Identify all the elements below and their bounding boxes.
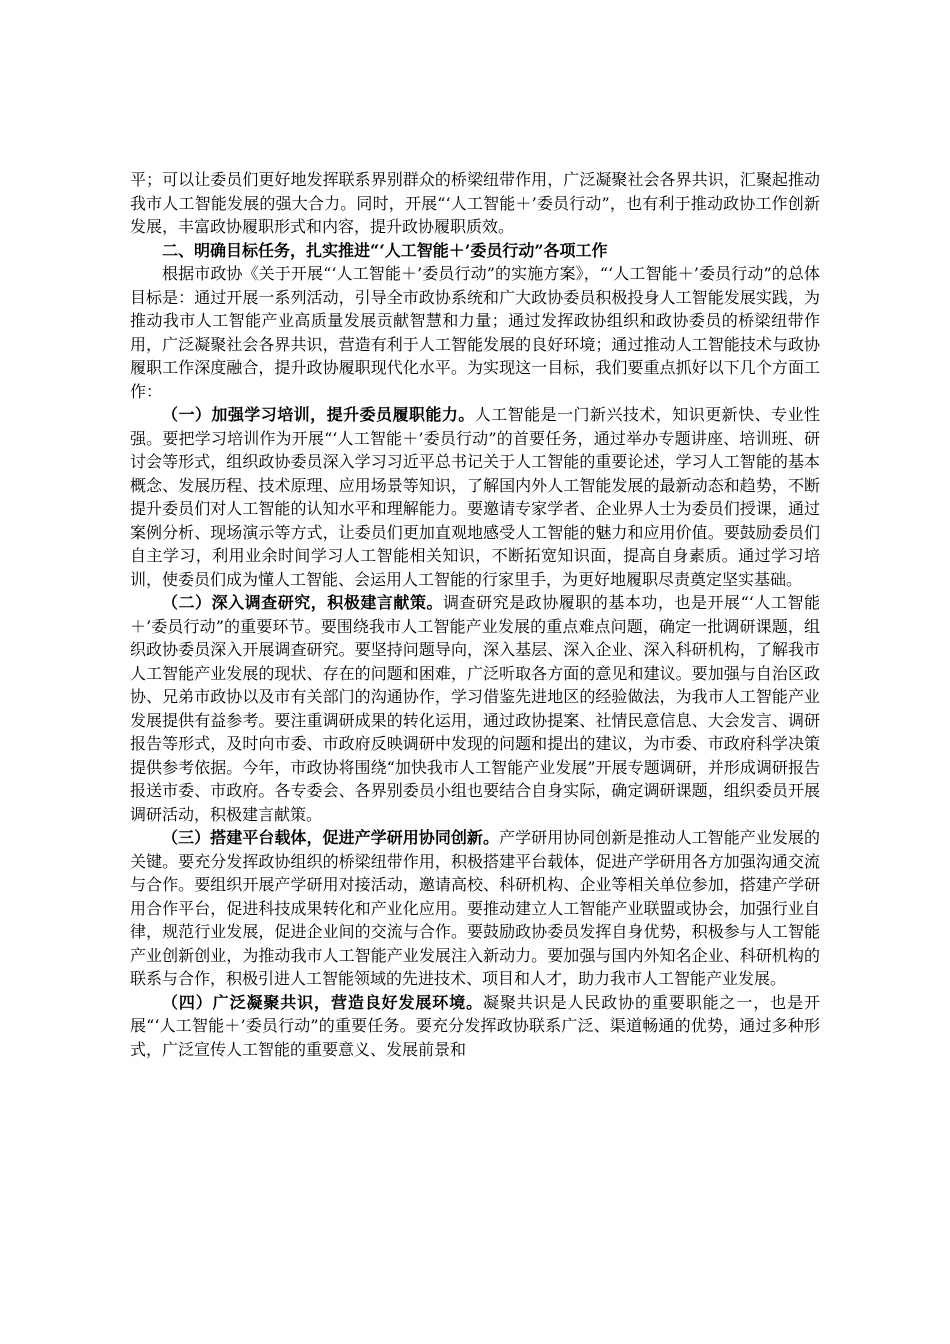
item-lead: （四）广泛凝聚共识，营造良好发展环境。: [162, 992, 483, 1012]
paragraph-goals: [130, 262, 820, 403]
paragraph-text: 调查研究是政协履职的基本功，也是开展“‘人工智能＋’委员行动”的重要环节。要围绕我市人工智能产业发展的重点难点问题，确定一批调研课题，组织政协委员深入开展调查研究。要坚持问题导向，深入基层、深入企业、深入科研机构，了解我市人工智能产业发展的现状、存在的问题和困难，广泛听取各方面的意见和建议。要加强与自治区政协、兄弟市政协以及市有关部门的沟通协作，学习借鉴先进地区的经验做法，为我市人工智能产业发展提供有益参考。要注重调研成果的转化运用，通过政协提案、社情民意信息、大会发言、调研报告等形式，及时向市委、市政府反映调研中发现的问题和提出的建议，为市委、市政府科学决策提供参考依据。今年，市政协将围绕“加快我市人工智能产业发展”开展专题调研，并形成调研报告报送市委、市政府。各专委会、各界别委员小组也要结合自身实际，确定调研课题，组织委员开展调研活动，积极建言献策。: [130, 593, 820, 824]
paragraph-text: 凝聚共识是人民政协的重要职能之一，也是开展“‘人工智能＋’委员行动”的重要任务。要充分发挥政协联系广泛、渠道畅通的优势，通过多种形式，广泛宣传人工智能的重要意义、发展前景和: [130, 992, 820, 1059]
paragraph-text: 根据市政协《关于开展“‘人工智能＋’委员行动”的实施方案》，“‘人工智能＋’委员行动”的总体目标是：通过开展一系列活动，引导全市政协系统和广大政协委员积极投身人工智能发展实践，为推动我市人工智能产业高质量发展贡献智慧和力量；通过发挥政协组织和政协委员的桥梁纽带作用，广泛凝聚社会各界共识，营造有利于人工智能发展的良好环境；通过推动人工智能技术与政协履职工作深度融合，提升政协履职现代化水平。为实现这一目标，我们要重点抓好以下几个方面工作：: [130, 264, 820, 401]
paragraph-text: 人工智能是一门新兴技术，知识更新快、专业性强。要把学习培训作为开展“‘人工智能＋’委员行动”的首要任务，通过举办专题讲座、培训班、研讨会等形式，组织政协委员深入学习习近平总书记关于人工智能的重要论述，学习人工智能的基本概念、发展历程、技术原理、应用场景等知识，了解国内外人工智能发展的最新动态和趋势，不断提升委员们对人工智能的认知水平和理解能力。要邀请专家学者、企业界人士为委员们授课，通过案例分析、现场演示等方式，让委员们更加直观地感受人工智能的魅力和应用价值。要鼓励委员们自主学习，利用业余时间学习人工智能相关知识，不断拓宽知识面，提高自身素质。通过学习培训，使委员们成为懂人工智能、会运用人工智能的行家里手，为更好地履职尽责奠定坚实基础。: [130, 405, 820, 589]
document-body: [130, 168, 820, 1061]
paragraph-item-4: [130, 991, 820, 1062]
heading-text: 二、明确目标任务，扎实推进“‘人工智能＋’委员行动”各项工作: [162, 240, 608, 260]
paragraph-text: 产学研用协同创新是推动人工智能产业发展的关键。要充分发挥政协组织的桥梁纽带作用，积极搭建平台载体，促进产学研用各方加强沟通交流与合作。要组织开展产学研用对接活动，邀请高校、科研机构、企业等相关单位参加，搭建产学研用合作平台，促进科技成果转化和产业化应用。要推动建立人工智能产业联盟或协会，加强行业自律，规范行业发展，促进企业间的交流与合作。要鼓励政协委员发挥自身优势，积极参与人工智能产业创新创业，为推动我市人工智能产业发展注入新动力。要加强与国内外知名企业、科研机构的联系与合作，积极引进人工智能领域的先进技术、项目和人才，助力我市人工智能产业发展。: [130, 828, 820, 988]
item-lead: （二）深入调查研究，积极建言献策。: [162, 593, 444, 612]
paragraph-item-3: [130, 826, 820, 991]
paragraph-item-1: [130, 403, 820, 591]
paragraph-continuation: [130, 168, 820, 239]
paragraph-text: 平；可以让委员们更好地发挥联系界别群众的桥梁纽带作用，广泛凝聚社会各界共识，汇聚起推动我市人工智能发展的强大合力。同时，开展“‘人工智能＋’委员行动”，也有利于推动政协工作创新发展，丰富政协履职形式和内容，提升政协履职质效。: [130, 170, 820, 236]
paragraph-item-2: [130, 591, 820, 826]
item-lead: （一）加强学习培训，提升委员履职能力。: [162, 405, 475, 424]
item-lead: （三）搭建平台载体，促进产学研用协同创新。: [162, 828, 500, 847]
section-heading: [130, 239, 820, 263]
